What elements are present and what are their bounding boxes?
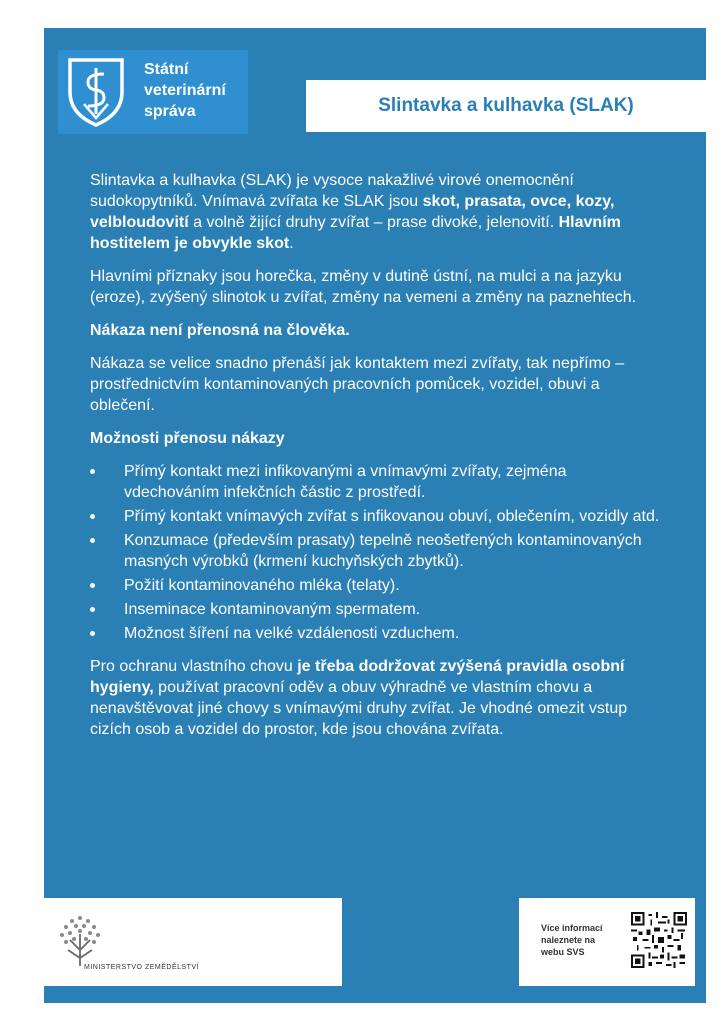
page-title: Slintavka a kulhavka (SLAK)	[378, 95, 634, 116]
spread-paragraph: Nákaza se velice snadno přenáší jak kontaktem mezi zvířaty, tak nepřímo – prostřednictvím kontaminovaných pracovních pomůcek, vozidel, obuvi a oblečení.	[90, 355, 625, 414]
intro-bold-species: skot, prasata, ovce, kozy, velbloudovití	[90, 193, 615, 231]
bullet-icon	[90, 631, 95, 636]
list-item-text: Možnost šíření na velké vzdálenosti vzduchem.	[124, 625, 460, 642]
intro-text-a: Slintavka a kulhavka (SLAK) je vysoce nakažlivé virové onemocnění sudokopytníků. Vnímavá zvířata ke SLAK jsou	[90, 172, 574, 210]
list-item	[90, 575, 665, 596]
bullet-icon	[90, 538, 95, 543]
title-box	[306, 80, 706, 132]
tree-icon	[52, 910, 108, 970]
intro-text-c: a volně žijící druhy zvířat – prase divoké, jelenovití.	[188, 214, 559, 231]
shield-icon	[66, 56, 126, 128]
bullet-icon	[90, 607, 95, 612]
logo-line-1: Státní	[144, 61, 189, 78]
ministry-name: MINISTERSTVO ZEMĚDĚLSTVÍ	[84, 964, 200, 971]
intro-paragraph	[90, 170, 665, 254]
logo-line-3: správa	[144, 103, 196, 120]
info-line-1: Více informací	[541, 923, 603, 933]
intro-text-e: .	[289, 235, 294, 252]
transmission-list	[90, 461, 665, 644]
closing-paragraph	[90, 656, 665, 740]
info-box	[519, 898, 695, 986]
symptoms-paragraph: Hlavními příznaky jsou horečka, změny v dutině ústní, na mulci a na jazyku (eroze), zvýšený slinotok u zvířat, změny na vemeni a změny na paznehtech.	[90, 268, 637, 306]
bullet-icon	[90, 583, 95, 588]
list-item-text: Přímý kontakt vnímavých zvířat s infikovanou obuví, oblečením, vozidly atd.	[124, 508, 660, 525]
list-item	[90, 530, 665, 572]
logo-line-2: veterinární	[144, 82, 226, 99]
info-line-3: webu SVS	[541, 947, 585, 957]
logo-text	[144, 59, 226, 122]
closing-text-c: používat pracovní oděv a obuv výhradně ve vlastním chovu a nenavštěvovat jiné chovy s vnímavými druhy zvířat. Je vhodné omezit vstup cizích osob a vozidel do prostor, kde jsou chována zvířata.	[90, 679, 628, 738]
list-item-text: Přímý kontakt mezi infikovanými a vnímavými zvířaty, zejména vdechováním infekčních částic z prostředí.	[124, 463, 567, 501]
more-info-text	[541, 922, 621, 958]
list-item-text: Požití kontaminovaného mléka (telaty).	[124, 577, 400, 594]
list-item	[90, 599, 665, 620]
list-item	[90, 461, 665, 503]
transmission-heading: Možnosti přenosu nákazy	[90, 430, 285, 447]
closing-text-a: Pro ochranu vlastního chovu	[90, 658, 298, 675]
list-item-text: Konzumace (především prasaty) tepelně neošetřených kontaminovaných masných výrobků (krmení kuchyňských zbytků).	[124, 532, 642, 570]
qr-code-icon[interactable]	[631, 912, 687, 968]
closing-bold-hygiene: je třeba dodržovat zvýšená pravidla osobní hygieny,	[90, 658, 625, 696]
svs-logo	[58, 50, 248, 134]
list-item	[90, 506, 665, 527]
bullet-icon	[90, 514, 95, 519]
not-transmissible-note: Nákaza není přenosná na člověka.	[90, 322, 350, 339]
ministry-logo-box	[44, 898, 342, 986]
content	[90, 170, 665, 752]
list-item	[90, 623, 665, 644]
list-item-text: Inseminace kontaminovaným spermatem.	[124, 601, 421, 618]
intro-bold-host: Hlavním hostitelem je obvykle skot	[90, 214, 621, 252]
bullet-icon	[90, 469, 95, 474]
info-line-2: naleznete na	[541, 935, 596, 945]
